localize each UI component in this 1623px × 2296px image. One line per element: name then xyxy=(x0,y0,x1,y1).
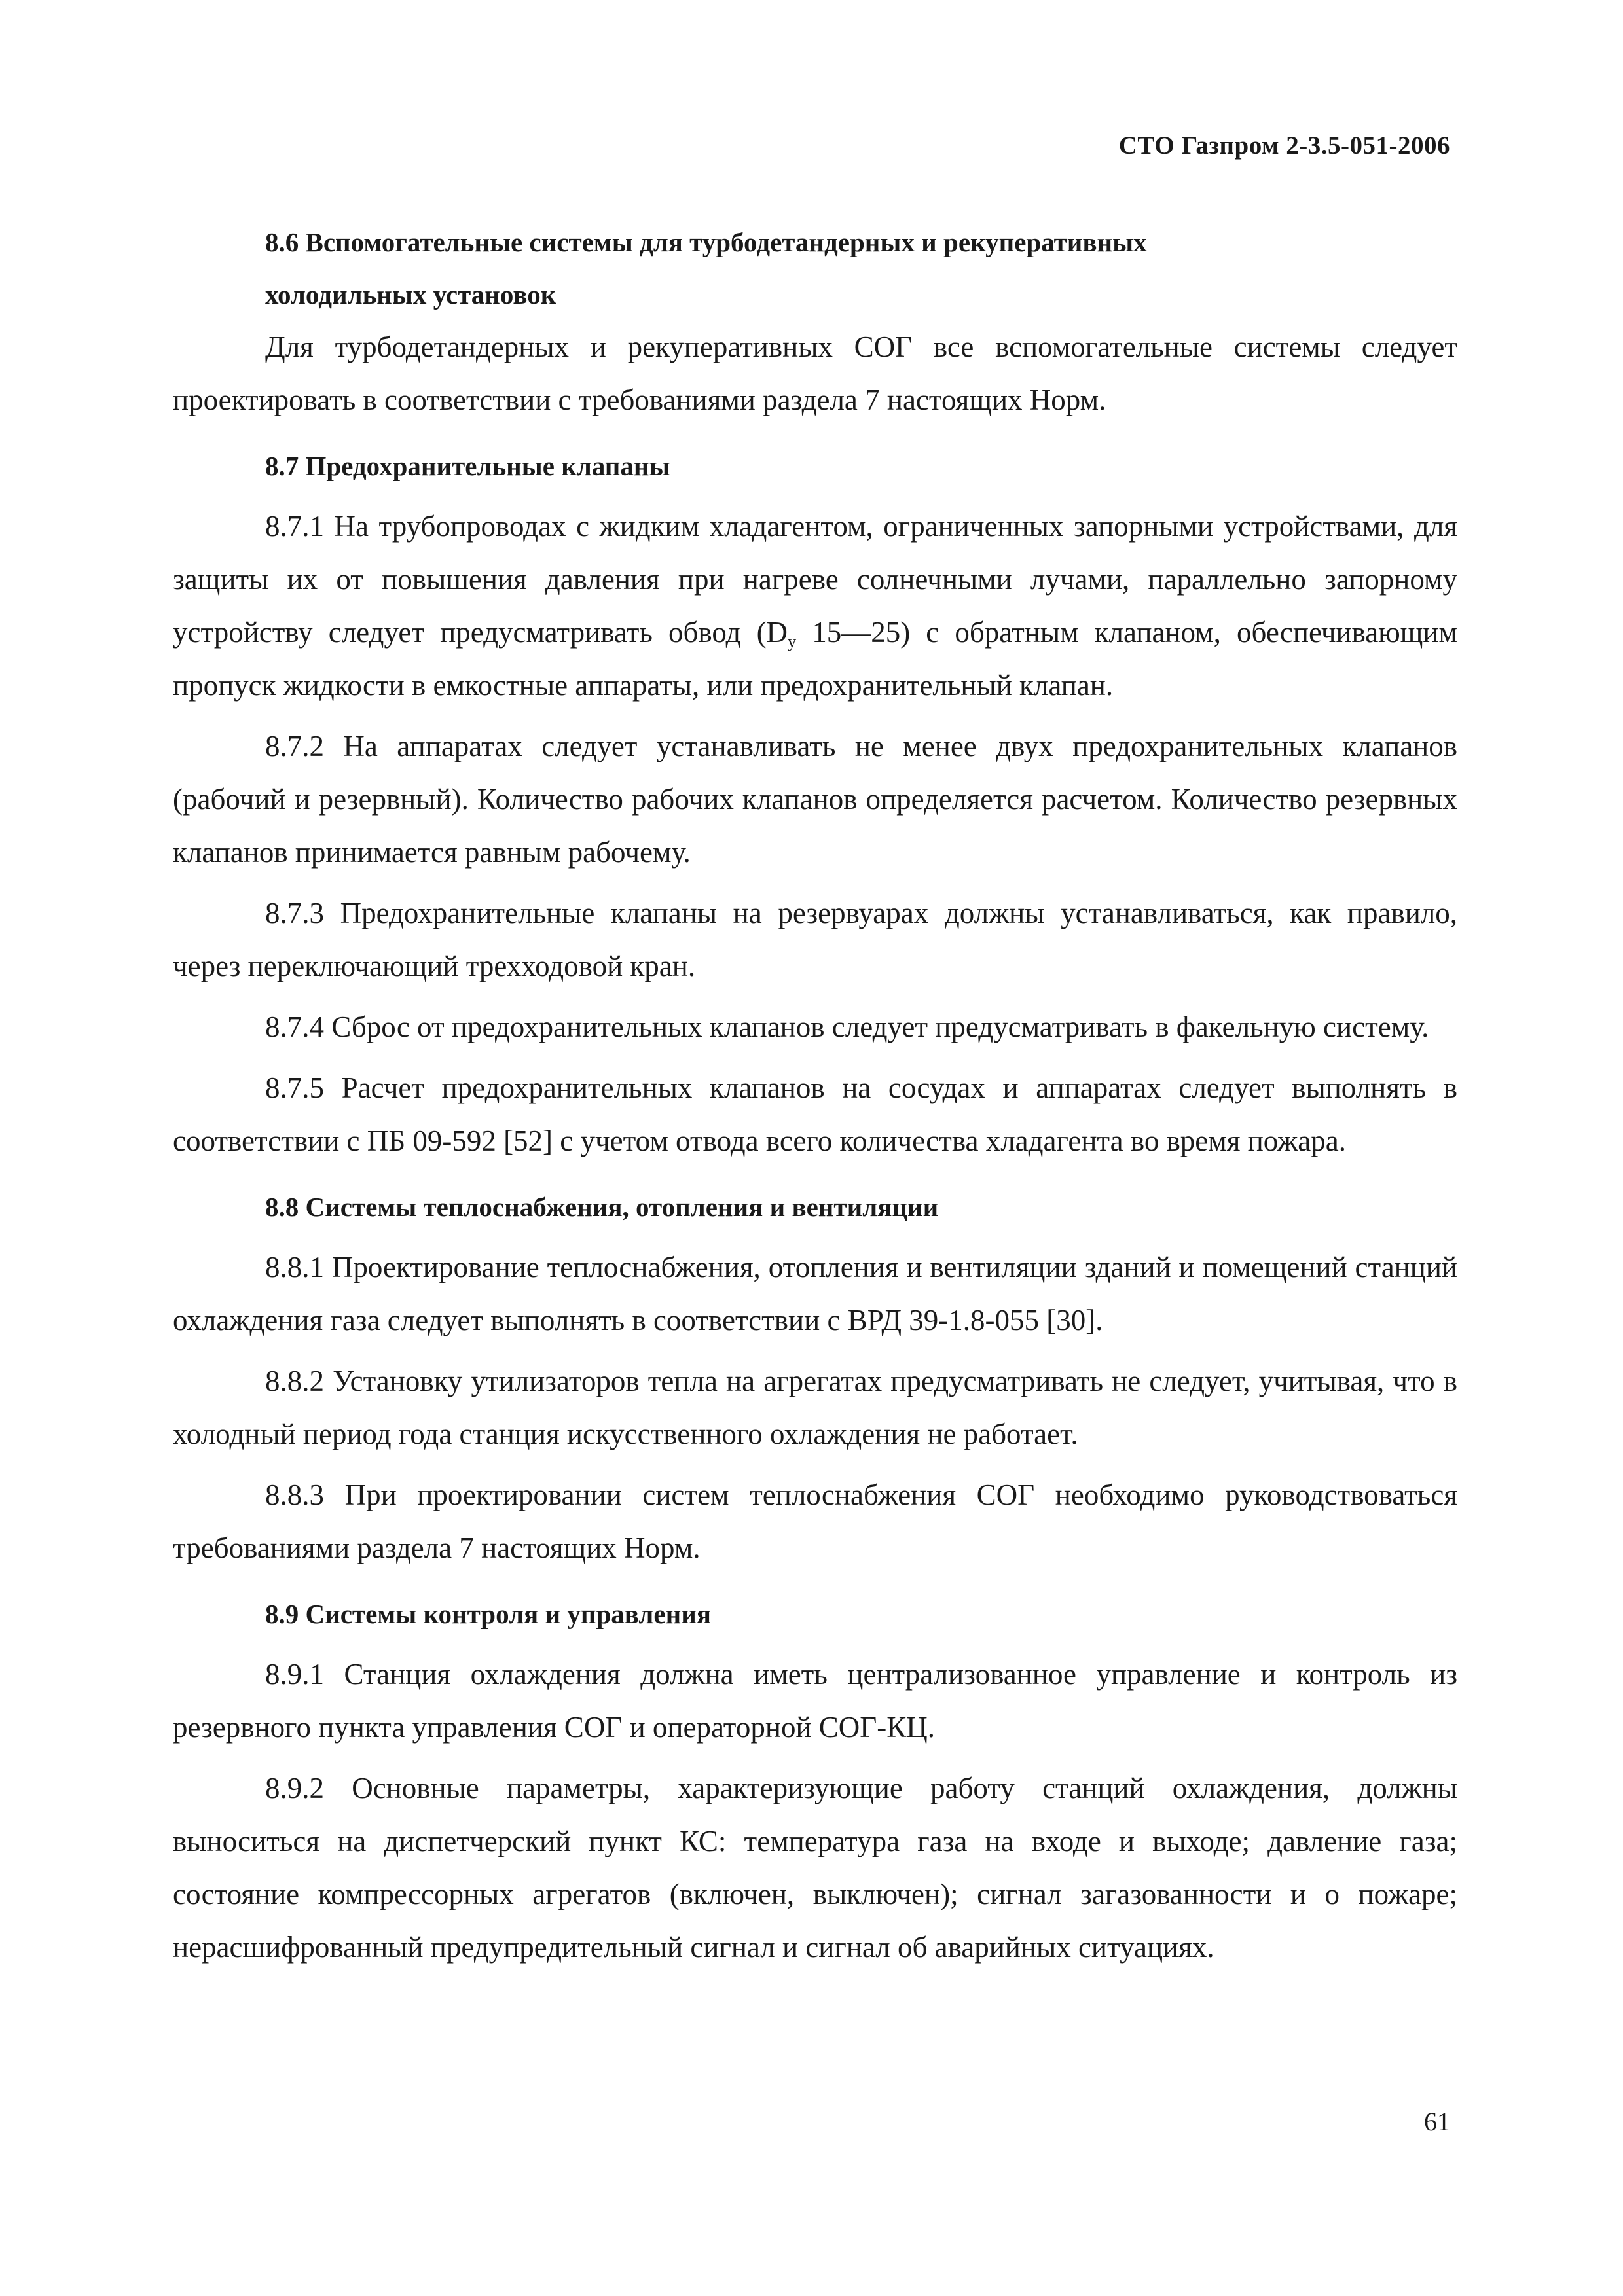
section-heading-8-7: 8.7 Предохранительные клапаны xyxy=(265,451,670,481)
section-heading-8-6-line1: 8.6 Вспомогательные системы для турбодетандерных и рекуперативных xyxy=(265,227,1147,257)
document-body xyxy=(173,216,1457,1974)
section-heading-8-6 xyxy=(173,216,1457,321)
section-heading-8-6-line2: холодильных установок xyxy=(265,279,556,310)
paragraph-8-7-1-text-end: 15—25) с обратным клапаном, обеспечивающим пропуск жидкости в емкостные аппараты, или предохранительный клапан. xyxy=(173,616,1457,702)
paragraph-8-8-3: 8.8.3 При проектировании систем теплоснабжения СОГ необходимо руководствоваться требованиями раздела 7 настоящих Норм. xyxy=(173,1479,1457,1564)
paragraph-8-9-1: 8.9.1 Станция охлаждения должна иметь централизованное управление и контроль из резервного пункта управления СОГ и операторной СОГ-КЦ. xyxy=(173,1658,1457,1744)
document-header: СТО Газпром 2-3.5-051-2006 xyxy=(1118,132,1450,160)
section-heading-8-9: 8.9 Системы контроля и управления xyxy=(265,1599,712,1629)
paragraph-8-7-2: 8.7.2 На аппаратах следует устанавливать не менее двух предохранительных клапанов (рабочий и резервный). Количество рабочих клапанов определяется расчетом. Количество резервных клапанов принимается равным рабочему. xyxy=(173,730,1457,869)
paragraph-8-7-5: 8.7.5 Расчет предохранительных клапанов на сосудах и аппаратах следует выполнять в соответствии с ПБ 09-592 [52] с учетом отвода всего количества хладагента во время пожара. xyxy=(173,1071,1457,1157)
paragraph-8-9-2: 8.9.2 Основные параметры, характеризующие работу станций охлаждения, должны выноситься на диспетчерский пункт КС: температура газа на входе и выходе; давление газа; состояние компрессорных агрегатов (включен, выключен); сигнал загазованности и о пожаре; нерасшифрованный предупредительный сигнал и сигнал об аварийных ситуациях. xyxy=(173,1772,1457,1964)
section-heading-8-8: 8.8 Системы теплоснабжения, отопления и вентиляции xyxy=(265,1192,939,1222)
paragraph-8-7-3: 8.7.3 Предохранительные клапаны на резервуарах должны устанавливаться, как правило, через переключающий трехходовой кран. xyxy=(173,897,1457,982)
paragraph-8-7-1-text-start: 8.7.1 На трубопроводах с жидким хладагентом, ограниченных запорными устройствами, для защиты их от повышения давления при нагреве солнечными лучами, параллельно запорному устройству следует предусматривать обвод (D xyxy=(173,510,1457,649)
paragraph-8-7-4: 8.7.4 Сброс от предохранительных клапанов следует предусматривать в факельную систему. xyxy=(265,1011,1429,1043)
subscript-y: у xyxy=(788,632,797,651)
paragraph-8-8-1: 8.8.1 Проектирование теплоснабжения, отопления и вентиляции зданий и помещений станций охлаждения газа следует выполнять в соответствии с ВРД 39-1.8-055 [30]. xyxy=(173,1251,1457,1336)
paragraph-8-7-1 xyxy=(173,500,1457,712)
paragraph-8-8-2: 8.8.2 Установку утилизаторов тепла на агрегатах предусматривать не следует, учитывая, что в холодный период года станция искусственного охлаждения не работает. xyxy=(173,1365,1457,1450)
page-number: 61 xyxy=(1424,2107,1450,2136)
paragraph-8-6: Для турбодетандерных и рекуперативных СОГ все вспомогательные системы следует проектировать в соответствии с требованиями раздела 7 настоящих Норм. xyxy=(173,331,1457,416)
